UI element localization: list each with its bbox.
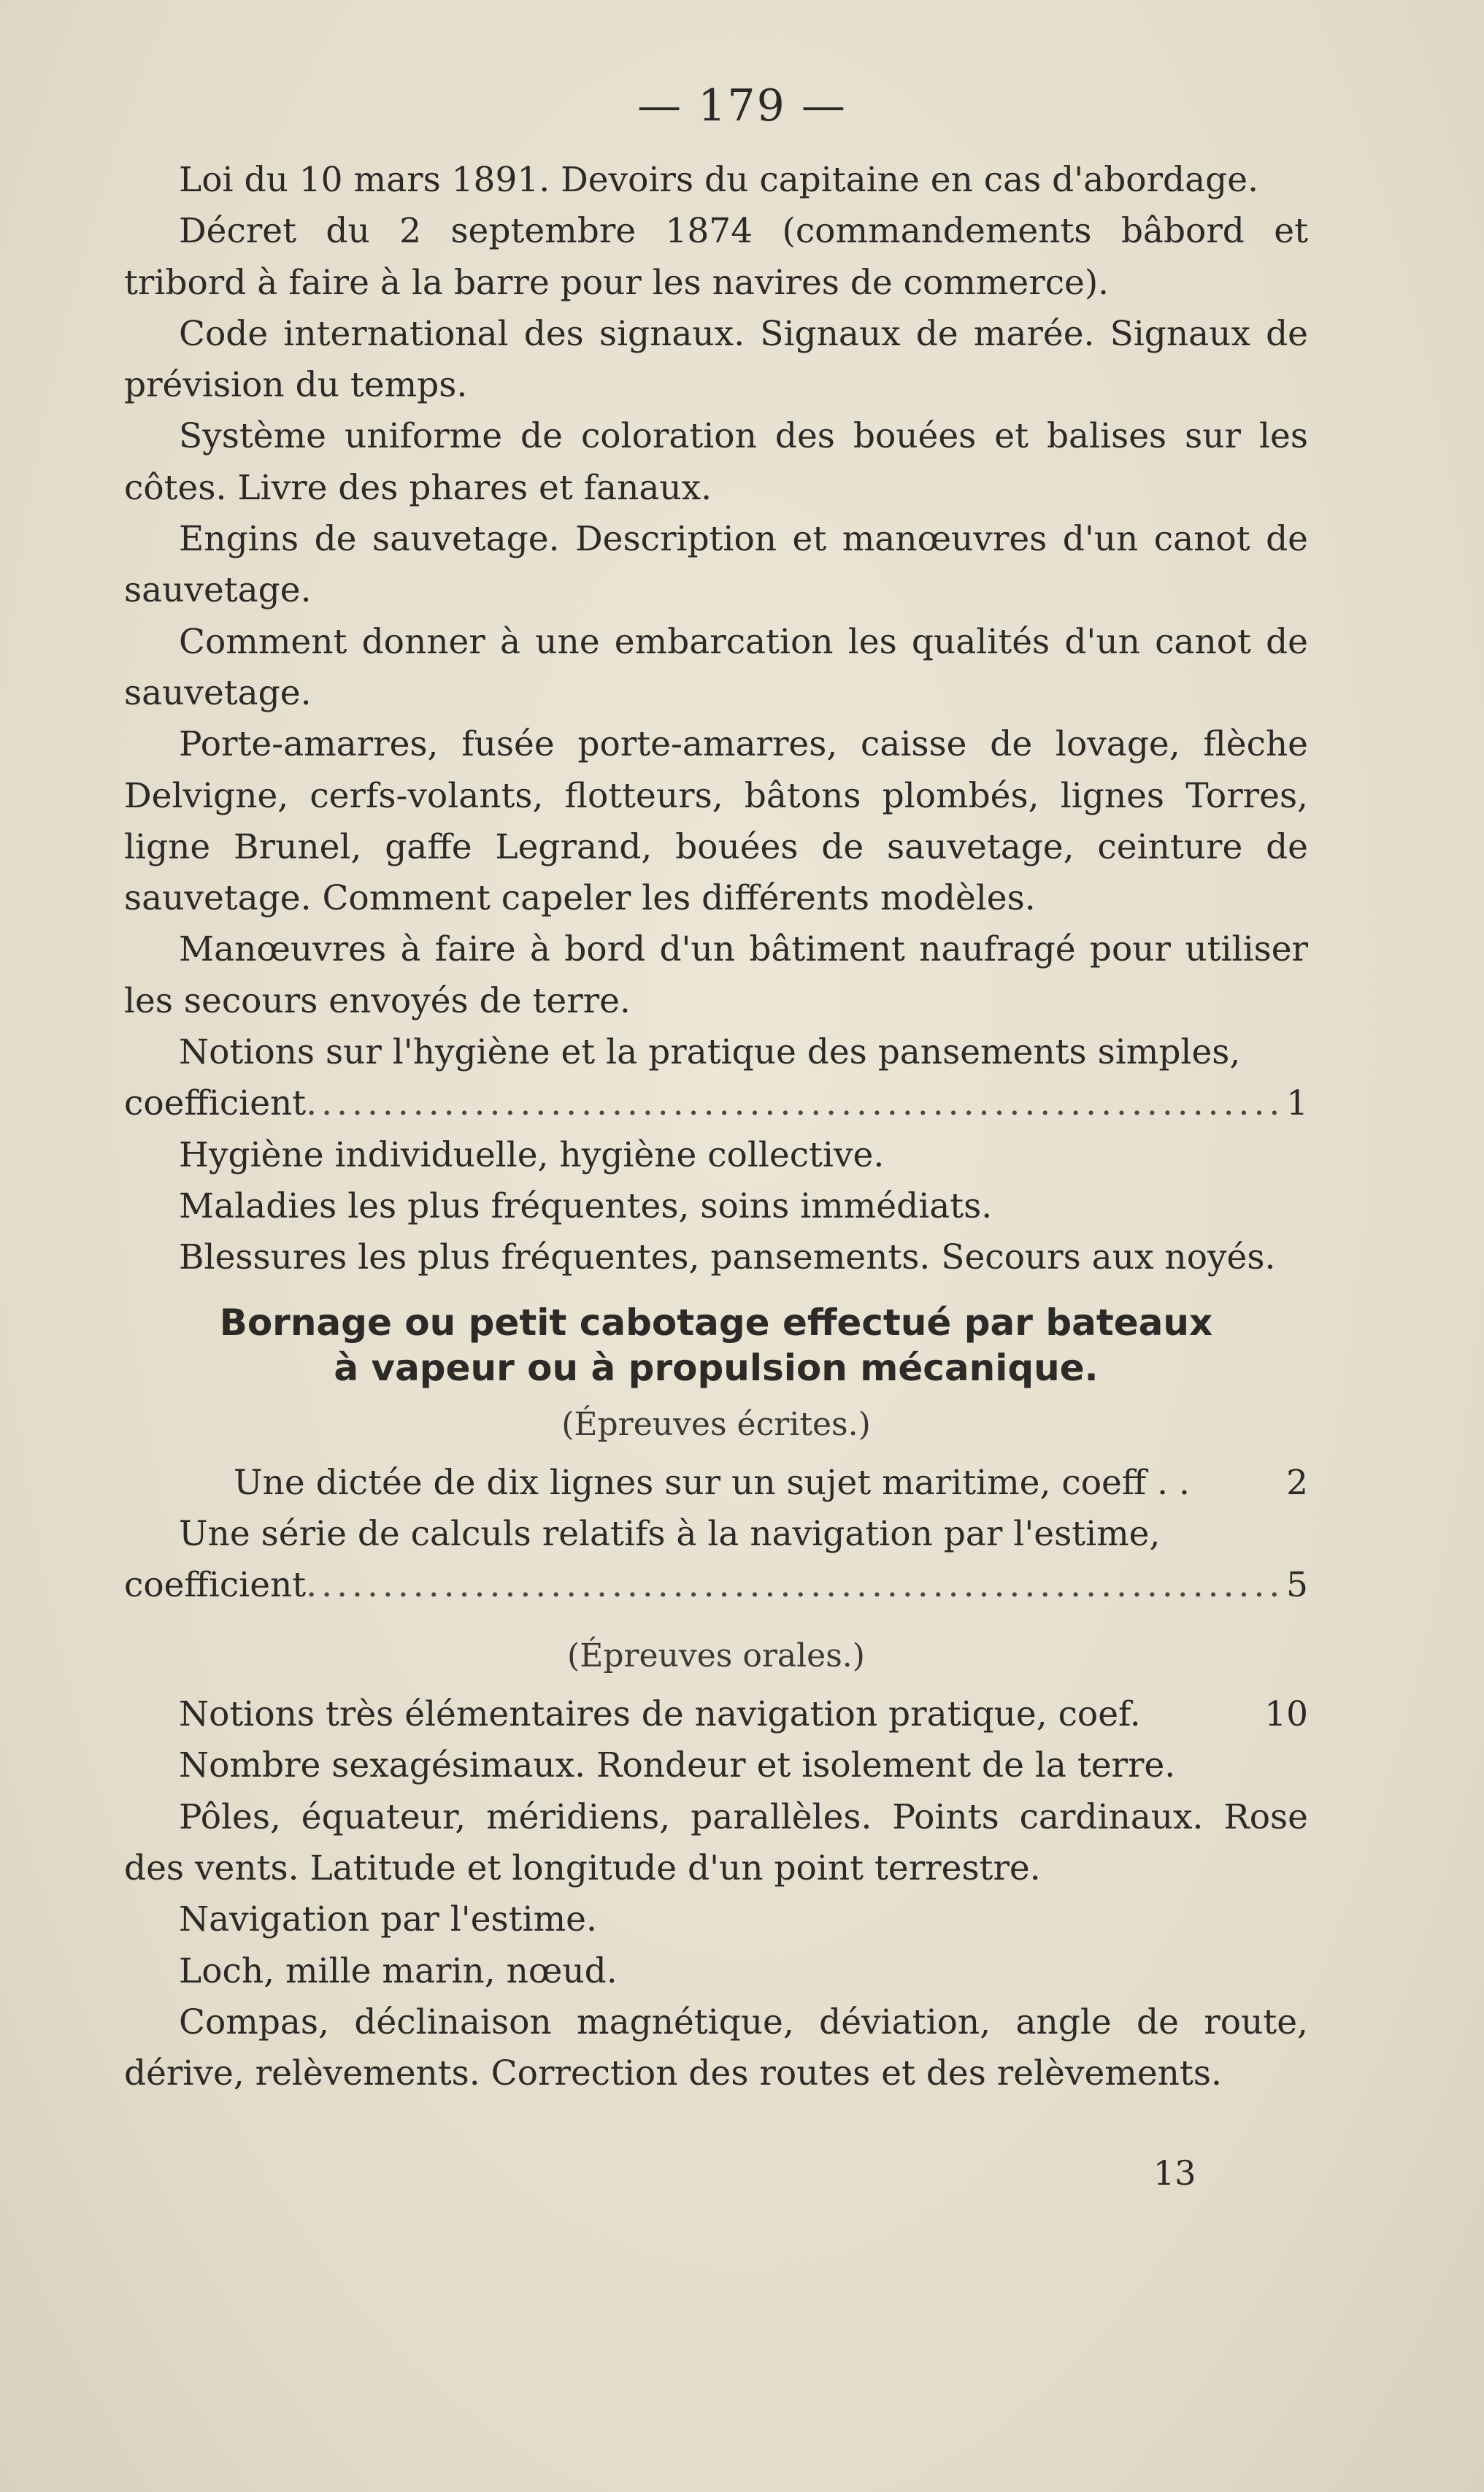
hygiene-item: Maladies les plus fréquentes, soins immédiats. (179, 1185, 993, 1226)
dot-leader (306, 1078, 1279, 1129)
paragraph: Manœuvres à faire à bord d'un bâtiment naufragé pour utiliser les secours envoyés de terre. (124, 929, 1308, 1021)
section-heading-line: Bornage ou petit cabotage effectué par bateaux (219, 1301, 1213, 1344)
calculs-coefficient-row (124, 1560, 1308, 1611)
coefficient-value: 1 (1286, 1083, 1308, 1124)
calculs-line: Une série de calculs relatifs à la navigation par l'estime, (179, 1514, 1161, 1555)
coefficient-value: 5 (1286, 1565, 1308, 1606)
paragraph: Porte-amarres, fusée porte-amarres, caisse de lovage, flèche Delvigne, cerfs-volants, flotteurs, bâtons plombés, lignes Torres, ligne Brunel, gaffe Legrand, bouées de sauvetage, ceinture de sauvetage. Comment capeler les différents modèles. (124, 724, 1308, 919)
dictee-row (124, 1458, 1308, 1509)
page-number: — 179 — (637, 80, 847, 131)
notions-label: Notions très élémentaires de navigation pratique, coef. (179, 1694, 1141, 1735)
oral-item: Compas, déclinaison magnétique, déviation, angle de route, dérive, relèvements. Correction des routes et des relèvements. (124, 2001, 1308, 2094)
signature-mark: 13 (1153, 2153, 1196, 2193)
oral-item: Navigation par l'estime. (179, 1899, 597, 1940)
section-heading (124, 1300, 1308, 1391)
dot-leader (306, 1560, 1279, 1611)
oral-item: Nombre sexagésimaux. Rondeur et isolement de la terre. (179, 1745, 1176, 1786)
notions-row (124, 1689, 1308, 1740)
hygiene-coefficient-row (124, 1078, 1308, 1129)
document-body (124, 155, 1308, 2099)
paragraph: Code international des signaux. Signaux de marée. Signaux de prévision du temps. (124, 313, 1308, 406)
paragraph: Comment donner à une embarcation les qualités d'un canot de sauvetage. (124, 621, 1308, 713)
paragraph: Système uniforme de coloration des bouées et balises sur les côtes. Livre des phares et fanaux. (124, 416, 1308, 508)
paragraph: Engins de sauvetage. Description et manœuvres d'un canot de sauvetage. (124, 519, 1308, 611)
oral-item: Loch, mille marin, nœud. (179, 1950, 618, 1991)
notions-coefficient: 10 (1264, 1694, 1308, 1735)
oral-item: Pôles, équateur, méridiens, parallèles. Points cardinaux. Rose des vents. Latitude et longitude d'un point terrestre. (124, 1796, 1308, 1888)
section-heading-line: à vapeur ou à propulsion mécanique. (334, 1346, 1099, 1389)
coefficient-label: coefficient (124, 1565, 307, 1606)
oral-tests-title: (Épreuves orales.) (567, 1637, 865, 1674)
coefficient-label: coefficient (124, 1083, 307, 1124)
hygiene-item: Blessures les plus fréquentes, pansements. Secours aux noyés. (179, 1237, 1276, 1278)
hygiene-notions-line: Notions sur l'hygiène et la pratique des pansements simples, (179, 1032, 1241, 1073)
hygiene-item: Hygiène individuelle, hygiène collective. (179, 1134, 885, 1175)
paragraph: Loi du 10 mars 1891. Devoirs du capitaine en cas d'abordage. (179, 160, 1259, 200)
dictee-coefficient: 2 (1286, 1462, 1308, 1503)
paragraph: Décret du 2 septembre 1874 (commandements bâbord et tribord à faire à la barre pour les navires de commerce). (124, 211, 1308, 303)
written-tests-title: (Épreuves écrites.) (561, 1405, 871, 1443)
dictee-label: Une dictée de dix lignes sur un sujet maritime, coeff . . (234, 1462, 1190, 1503)
